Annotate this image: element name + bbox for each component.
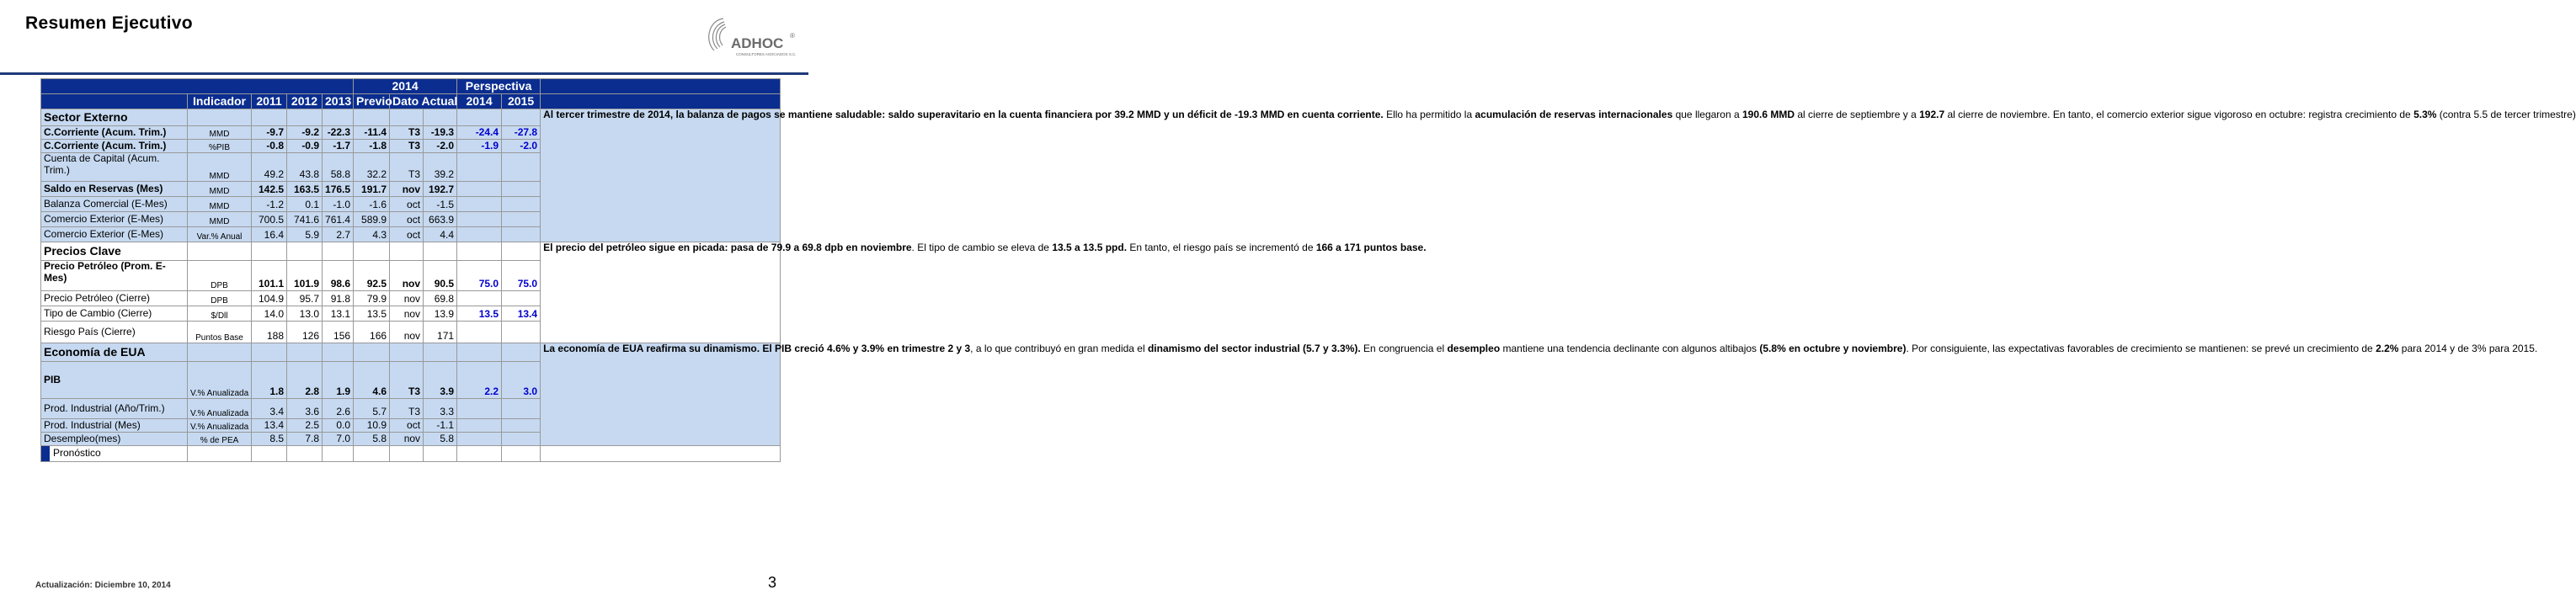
value-cell: 126	[287, 322, 323, 343]
page-number: 3	[768, 574, 777, 591]
section-title: Sector Externo	[41, 109, 188, 126]
forecast-cell	[457, 322, 502, 343]
legend-cell	[41, 446, 188, 462]
forecast-cell	[457, 182, 502, 197]
indicator-unit: % de PEA	[188, 433, 252, 446]
value-cell: -19.3	[424, 126, 457, 140]
value-cell: -1.0	[323, 197, 354, 212]
value-cell: 171	[424, 322, 457, 343]
value-cell: -1.7	[323, 140, 354, 153]
value-cell: 163.5	[287, 182, 323, 197]
comment-segment: La economía de EUA reafirma su dinamismo. El PIB creció 4.6% y 3.9% en trimestre 2 y 3	[543, 343, 971, 354]
indicator-unit: Var.% Anual	[188, 227, 252, 242]
value-cell: 58.8	[323, 153, 354, 182]
section-title: Economía de EUA	[41, 343, 188, 362]
forecast-cell: -24.4	[457, 126, 502, 140]
indicator-label: Desempleo(mes)	[41, 433, 188, 446]
value-cell: 5.8	[354, 433, 390, 446]
value-cell: 4.4	[424, 227, 457, 242]
value-cell: 5.7	[354, 399, 390, 419]
value-cell: 1.8	[252, 362, 287, 399]
forecast-cell: 13.5	[457, 306, 502, 322]
indicator-label: C.Corriente (Acum. Trim.)	[41, 126, 188, 140]
value-cell: oct	[390, 227, 424, 242]
value-cell: -1.2	[252, 197, 287, 212]
comment-segment: . El tipo de cambio se eleva de	[911, 242, 1053, 253]
forecast-cell	[502, 419, 541, 433]
value-cell: T3	[390, 362, 424, 399]
value-cell: 69.8	[424, 291, 457, 306]
forecast-cell	[457, 153, 502, 182]
col-2012: 2012	[287, 94, 323, 109]
section-comment	[541, 109, 2576, 242]
value-cell: 191.7	[354, 182, 390, 197]
col-2014: 2014	[457, 94, 502, 109]
value-cell: 589.9	[354, 212, 390, 227]
comment-segment: 2.2%	[2376, 343, 2399, 354]
value-cell: 14.0	[252, 306, 287, 322]
indicator-unit: MMD	[188, 212, 252, 227]
indicator-label: Prod. Industrial (Mes)	[41, 419, 188, 433]
forecast-cell	[502, 182, 541, 197]
indicator-unit: $/Dll	[188, 306, 252, 322]
value-cell: -1.6	[354, 197, 390, 212]
forecast-cell: 2.2	[457, 362, 502, 399]
value-cell: oct	[390, 212, 424, 227]
value-cell: 4.3	[354, 227, 390, 242]
value-cell: -2.0	[424, 140, 457, 153]
value-cell: 5.8	[424, 433, 457, 446]
indicator-label: Saldo en Reservas (Mes)	[41, 182, 188, 197]
indicator-unit: MMD	[188, 153, 252, 182]
value-cell: T3	[390, 153, 424, 182]
value-cell: -11.4	[354, 126, 390, 140]
comment-segment: que llegaron a	[1672, 109, 1742, 120]
value-cell: 16.4	[252, 227, 287, 242]
value-cell: 13.5	[354, 306, 390, 322]
forecast-cell: -27.8	[502, 126, 541, 140]
comment-segment: dinamismo del sector industrial (5.7 y 3.3%).	[1147, 343, 1361, 354]
forecast-cell	[457, 197, 502, 212]
comment-segment: acumulación de reservas internacionales	[1475, 109, 1673, 120]
indicator-unit: Puntos Base	[188, 322, 252, 343]
comment-segment: 13.5 a 13.5 ppd.	[1052, 242, 1128, 253]
indicator-unit: MMD	[188, 182, 252, 197]
value-cell: 13.1	[323, 306, 354, 322]
comment-segment: Al tercer trimestre de 2014, la balanza de pagos se mantiene saludable: saldo superavitario en la cuenta financiera por 39.2 MMD y un déficit de -19.3 MMD en cuenta corriente.	[543, 109, 1384, 120]
value-cell: 7.0	[323, 433, 354, 446]
indicator-unit: %PIB	[188, 140, 252, 153]
indicator-label: Precio Petróleo (Cierre)	[41, 291, 188, 306]
value-cell: 166	[354, 322, 390, 343]
value-cell: 39.2	[424, 153, 457, 182]
forecast-cell	[502, 153, 541, 182]
value-cell: T3	[390, 399, 424, 419]
forecast-cell	[502, 197, 541, 212]
indicator-label: Balanza Comercial (E-Mes)	[41, 197, 188, 212]
legend-row	[41, 446, 781, 462]
comment-segment: Ello ha permitido la	[1383, 109, 1475, 120]
value-cell: 91.8	[323, 291, 354, 306]
value-cell: -0.8	[252, 140, 287, 153]
comment-segment: (5.8% en octubre y noviembre)	[1759, 343, 1907, 354]
year-group-header: 2014	[354, 79, 457, 94]
value-cell: 8.5	[252, 433, 287, 446]
value-cell: 10.9	[354, 419, 390, 433]
col-previo: Previo	[354, 94, 390, 109]
value-cell: 192.7	[424, 182, 457, 197]
forecast-cell	[457, 433, 502, 446]
value-cell: T3	[390, 140, 424, 153]
forecast-cell	[502, 291, 541, 306]
indicator-label: Cuenta de Capital (Acum. Trim.)	[41, 153, 188, 182]
value-cell: 741.6	[287, 212, 323, 227]
comment-segment: al cierre de noviembre. En tanto, el comercio exterior sigue vigoroso en octubre: registra crecimiento de	[1944, 109, 2414, 120]
svg-text:CONSULTORES ASOCIADOS S.C.: CONSULTORES ASOCIADOS S.C.	[736, 52, 797, 56]
indicator-unit: MMD	[188, 126, 252, 140]
legend-label: Pronóstico	[53, 447, 101, 460]
value-cell: 98.6	[323, 261, 354, 291]
value-cell: 2.6	[323, 399, 354, 419]
indicator-label: C.Corriente (Acum. Trim.)	[41, 140, 188, 153]
value-cell: 5.9	[287, 227, 323, 242]
section-title-row	[41, 242, 781, 261]
forecast-cell	[502, 212, 541, 227]
forecast-cell	[502, 399, 541, 419]
value-cell: nov	[390, 291, 424, 306]
value-cell: 13.9	[424, 306, 457, 322]
value-cell: -9.2	[287, 126, 323, 140]
value-cell: nov	[390, 322, 424, 343]
value-cell: oct	[390, 197, 424, 212]
forecast-cell: 75.0	[502, 261, 541, 291]
summary-table	[40, 78, 2576, 462]
header-rule	[0, 72, 808, 75]
value-cell: 188	[252, 322, 287, 343]
value-cell: -9.7	[252, 126, 287, 140]
indicator-unit: MMD	[188, 197, 252, 212]
value-cell: 92.5	[354, 261, 390, 291]
forecast-cell	[457, 291, 502, 306]
indicator-label: Precio Petróleo (Prom. E-Mes)	[41, 261, 188, 291]
page-title: Resumen Ejecutivo	[25, 13, 193, 33]
value-cell: 4.6	[354, 362, 390, 399]
value-cell: 3.6	[287, 399, 323, 419]
value-cell: 0.1	[287, 197, 323, 212]
value-cell: nov	[390, 306, 424, 322]
value-cell: 761.4	[323, 212, 354, 227]
value-cell: 156	[323, 322, 354, 343]
section-economia-eua	[41, 343, 2538, 446]
comment-segment: , a lo que contribuyó en gran medida el	[970, 343, 1148, 354]
comment-segment: En tanto, el riesgo país se incrementó de	[1127, 242, 1316, 253]
value-cell: 2.5	[287, 419, 323, 433]
comment-segment: . Por consiguiente, las expectativas favorables de crecimiento se mantienen: se prevé un crecimiento de	[1906, 343, 2376, 354]
value-cell: 90.5	[424, 261, 457, 291]
value-cell: 142.5	[252, 182, 287, 197]
indicador-header: Indicador	[188, 94, 252, 109]
value-cell: 700.5	[252, 212, 287, 227]
value-cell: nov	[390, 261, 424, 291]
value-cell: oct	[390, 419, 424, 433]
value-cell: 3.9	[424, 362, 457, 399]
comment-segment: (contra 5.5 de tercer trimestre)	[2436, 109, 2576, 120]
indicator-unit: V.% Anualizada	[188, 399, 252, 419]
indicator-label: Tipo de Cambio (Cierre)	[41, 306, 188, 322]
value-cell: 0.0	[323, 419, 354, 433]
value-cell: 13.4	[252, 419, 287, 433]
indicator-unit: DPB	[188, 291, 252, 306]
comment-segment: desempleo	[1447, 343, 1501, 354]
section-title: Precios Clave	[41, 242, 188, 261]
forecast-cell: -2.0	[502, 140, 541, 153]
comment-segment: 166 a 171 puntos base.	[1315, 242, 1427, 253]
indicator-label: Comercio Exterior (E-Mes)	[41, 212, 188, 227]
value-cell: nov	[390, 433, 424, 446]
svg-text:®: ®	[790, 32, 795, 40]
value-cell: 3.3	[424, 399, 457, 419]
forecast-cell	[457, 212, 502, 227]
section-sector-externo	[41, 109, 2576, 242]
indicator-unit: V.% Anualizada	[188, 362, 252, 399]
section-title-row	[41, 109, 781, 126]
section-comment	[541, 242, 1427, 343]
value-cell: -1.8	[354, 140, 390, 153]
value-cell: 49.2	[252, 153, 287, 182]
comment-segment: al cierre de septiembre y a	[1795, 109, 1920, 120]
value-cell: T3	[390, 126, 424, 140]
col-dato-actual: Dato Actual	[390, 94, 457, 109]
forecast-cell: -1.9	[457, 140, 502, 153]
adhoc-logo	[702, 12, 799, 64]
section-comment	[541, 343, 2538, 446]
col-2011: 2011	[252, 94, 287, 109]
col-2013: 2013	[323, 94, 354, 109]
comment-segment: 192.7	[1919, 109, 1945, 120]
value-cell: 32.2	[354, 153, 390, 182]
forecast-cell	[457, 227, 502, 242]
forecast-cell	[457, 399, 502, 419]
header-row-top	[41, 79, 781, 94]
indicator-unit: V.% Anualizada	[188, 419, 252, 433]
value-cell: 1.9	[323, 362, 354, 399]
section-precios-clave	[41, 242, 1427, 343]
forecast-cell	[502, 322, 541, 343]
value-cell: 79.9	[354, 291, 390, 306]
value-cell: 3.4	[252, 399, 287, 419]
value-cell: 2.8	[287, 362, 323, 399]
update-footer: Actualización: Diciembre 10, 2014	[35, 581, 171, 590]
value-cell: -22.3	[323, 126, 354, 140]
value-cell: 2.7	[323, 227, 354, 242]
forecast-cell	[457, 419, 502, 433]
value-cell: 101.9	[287, 261, 323, 291]
indicator-unit: DPB	[188, 261, 252, 291]
forecast-swatch	[41, 446, 50, 461]
indicator-label: Riesgo País (Cierre)	[41, 322, 188, 343]
comment-segment: para 2014 y de 3% para 2015.	[2398, 343, 2538, 354]
forecast-cell: 13.4	[502, 306, 541, 322]
value-cell: -1.1	[424, 419, 457, 433]
comment-segment: En congruencia el	[1360, 343, 1448, 354]
comment-segment: mantiene una tendencia declinante con algunos altibajos	[1500, 343, 1760, 354]
value-cell: 663.9	[424, 212, 457, 227]
header-row	[41, 94, 781, 109]
indicator-label: Comercio Exterior (E-Mes)	[41, 227, 188, 242]
col-2015: 2015	[502, 94, 541, 109]
comment-segment: El precio del petróleo sigue en picada: pasa de 79.9 a 69.8 dpb en noviembre	[543, 242, 912, 253]
comment-segment: 190.6 MMD	[1741, 109, 1795, 120]
value-cell: -1.5	[424, 197, 457, 212]
value-cell: -0.9	[287, 140, 323, 153]
forecast-cell	[502, 433, 541, 446]
value-cell: 7.8	[287, 433, 323, 446]
value-cell: nov	[390, 182, 424, 197]
svg-text:ADHOC: ADHOC	[731, 35, 784, 51]
forecast-cell: 75.0	[457, 261, 502, 291]
forecast-cell: 3.0	[502, 362, 541, 399]
indicator-label: PIB	[41, 362, 188, 399]
value-cell: 95.7	[287, 291, 323, 306]
perspectiva-header: Perspectiva	[457, 79, 541, 94]
section-title-row	[41, 343, 781, 362]
value-cell: 104.9	[252, 291, 287, 306]
indicator-label: Prod. Industrial (Año/Trim.)	[41, 399, 188, 419]
value-cell: 101.1	[252, 261, 287, 291]
value-cell: 13.0	[287, 306, 323, 322]
comment-segment: 5.3%	[2413, 109, 2437, 120]
value-cell: 176.5	[323, 182, 354, 197]
value-cell: 43.8	[287, 153, 323, 182]
forecast-cell	[502, 227, 541, 242]
